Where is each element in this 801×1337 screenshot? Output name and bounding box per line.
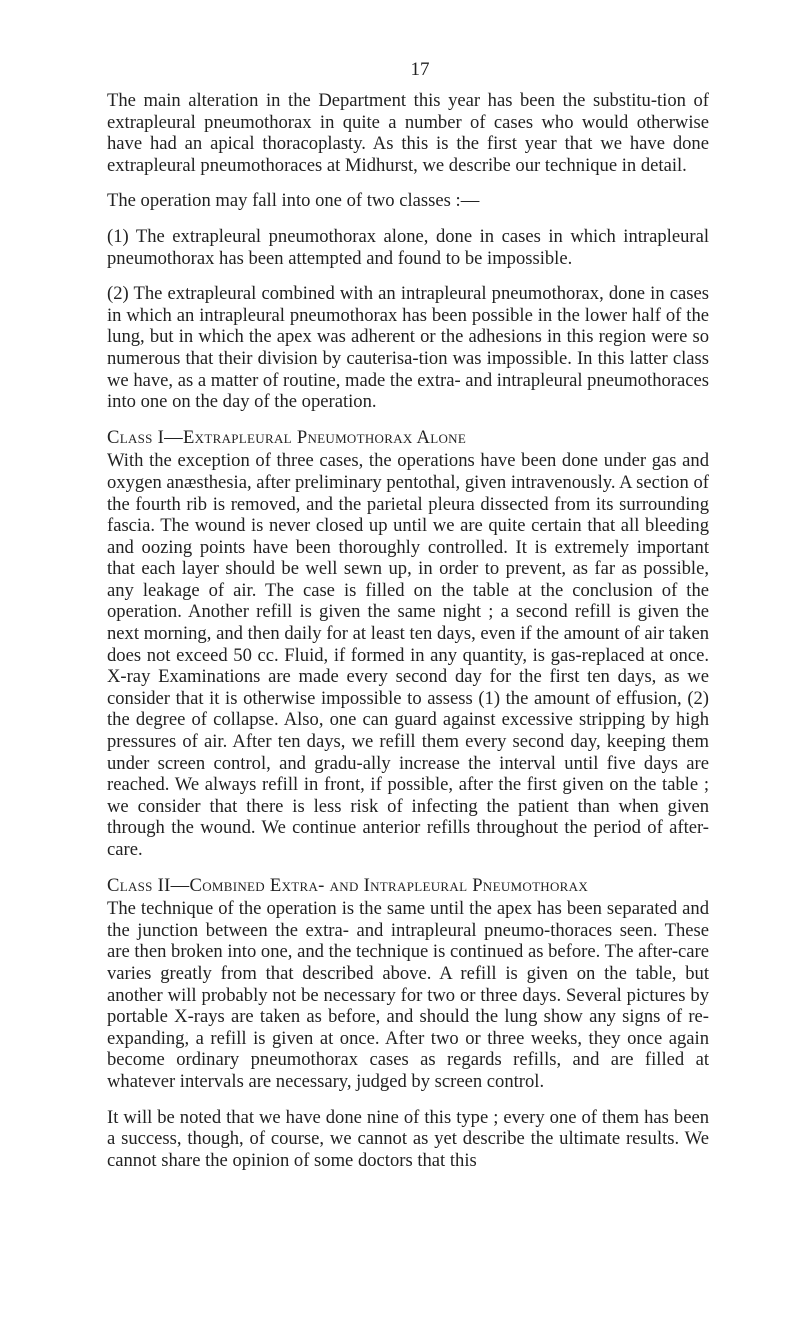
document-page xyxy=(107,58,709,1185)
page-number: 17 xyxy=(410,59,430,80)
class-one-heading: Class I—Extrapleural Pneumothorax Alone xyxy=(107,426,467,448)
intro-paragraph: The main alteration in the Department this year has been the substitu-tion of extrapleural pneumothorax in quite a number of cases who would otherwise have had an apical thoracoplasty. As this is the first year that we have done extrapleural pneumothoraces at Midhurst, we describe our technique in detail. xyxy=(107,90,709,176)
class-two-body: The technique of the operation is the same until the apex has been separated and the junction between the extra- and intrapleural pneumo-thoraces seen. These are then broken into one, and the technique is continued as before. The after-care varies greatly from that described above. A refill is given on the table, but another will probably not be necessary for two or three days. Several pictures by portable X-rays are taken as before, and should the lung show any signs of re-expanding, a refill is given at once. After two or three weeks, they once again become ordinary pneumothorax cases as regards refills, and are filled at whatever intervals are necessary, judged by screen control. xyxy=(107,898,709,1092)
class-two-heading: Class II—Combined Extra- and Intrapleural Pneumothorax xyxy=(107,874,589,896)
closing-paragraph: It will be noted that we have done nine of this type ; every one of them has been a success, though, of course, we cannot as yet describe the ultimate results. We cannot share the opinion of some doctors that this xyxy=(107,1106,709,1171)
classes-intro-paragraph: The operation may fall into one of two classes :— xyxy=(107,190,480,212)
class-one-definition-paragraph: (1) The extrapleural pneumothorax alone, done in cases in which intrapleural pneumothorax has been attempted and found to be impossible. xyxy=(107,225,709,269)
class-one-body: With the exception of three cases, the operations have been done under gas and oxygen anæsthesia, after preliminary pentothal, given intravenously. A section of the fourth rib is removed, and the parietal pleura dissected from its surrounding fascia. The wound is never closed up until we are quite certain that all bleeding and oozing points have been thoroughly controlled. It is extremely important that each layer should be well sewn up, in order to prevent, as far as possible, any leakage of air. The case is filled on the table at the conclusion of the operation. Another refill is given the same night ; a second refill is given the next morning, and then daily for at least ten days, even if the amount of air taken does not exceed 50 cc. Fluid, if formed in any quantity, is gas-replaced at once. X-ray Examinations are made every second day for the first ten days, as we consider that it is otherwise impossible to assess (1) the amount of effusion, (2) the degree of collapse. Also, one can guard against excessive stripping by high pressures of air. After ten days, we refill them every second day, keeping them under screen control, and gradu-ally increase the interval until five days are reached. We always refill in front, if possible, after the first given on the table ; we consider that there is less risk of infecting the patient than when given through the wound. We continue anterior refills throughout the period of after-care. xyxy=(107,450,709,860)
class-two-definition-paragraph: (2) The extrapleural combined with an intrapleural pneumothorax, done in cases in which an intrapleural pneumothorax has been possible in the lower half of the lung, but in which the apex was adherent or the adhesions in this region were so numerous that their division by cauterisa-tion was impossible. In this latter class we have, as a matter of routine, made the extra- and intrapleural pneumothoraces into one on the day of the operation. xyxy=(107,283,709,413)
